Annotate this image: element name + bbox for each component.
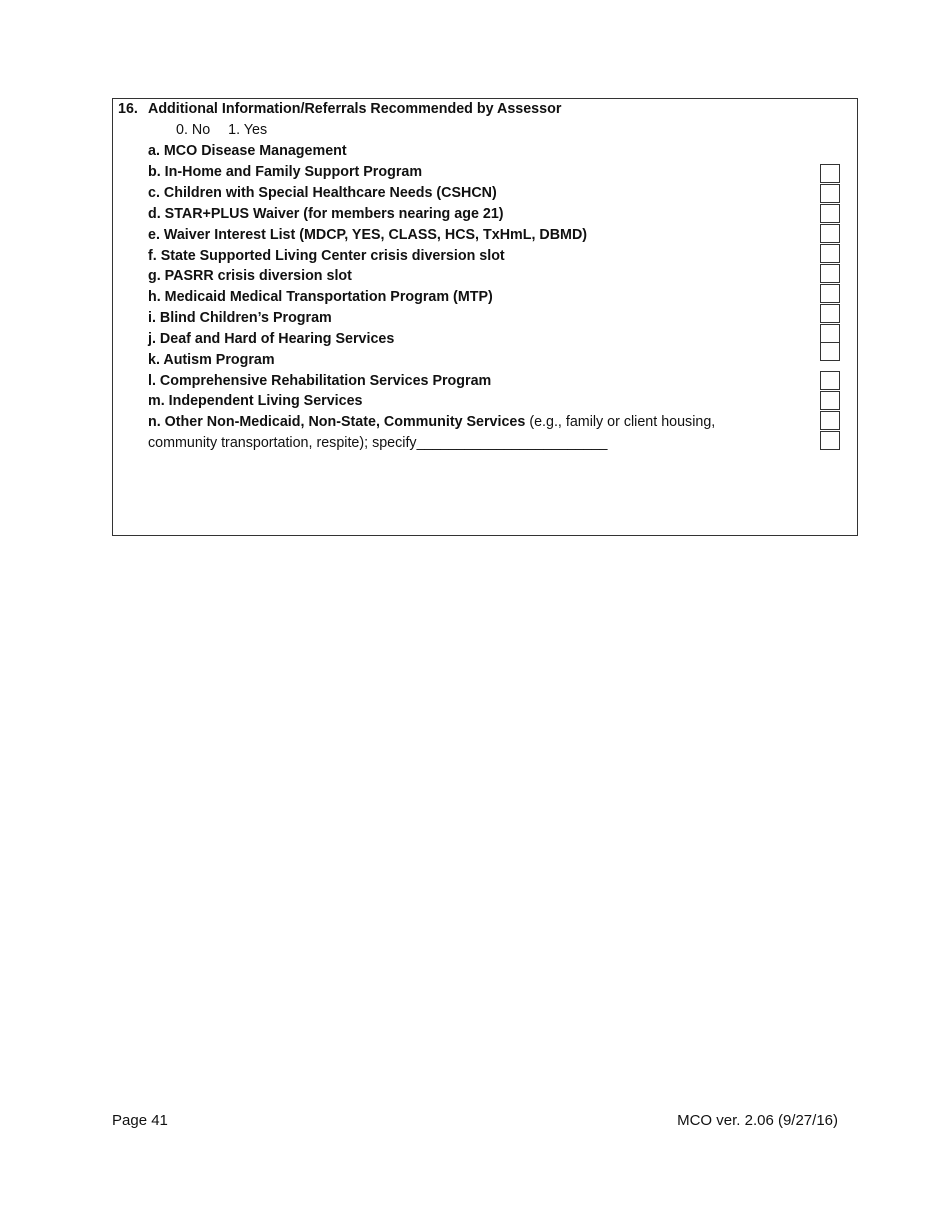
item-b-checkbox[interactable]: [820, 164, 840, 183]
item-m-label: m. Independent Living Services: [148, 393, 363, 409]
item-c-label: c. Children with Special Healthcare Needs (CSHCN): [148, 185, 497, 201]
item-o-checkbox[interactable]: [820, 431, 840, 450]
item-b-label: b. In-Home and Family Support Program: [148, 164, 423, 180]
item-i-checkbox[interactable]: [820, 304, 840, 323]
item-n-label-bold: n. Other Non-Medicaid, Non-State, Community Services: [148, 414, 526, 430]
scale-option-no: 0. No: [176, 122, 211, 138]
item-h-checkbox[interactable]: [820, 284, 840, 303]
item-m-checkbox[interactable]: [820, 391, 840, 410]
item-i-label: i. Blind Children’s Program: [148, 310, 332, 326]
question-title-row: [118, 99, 561, 120]
question-title: Additional Information/Referrals Recommended by Assessor: [148, 101, 562, 117]
item-n-label-rest: (e.g., family or client housing,: [525, 414, 716, 430]
item-f-checkbox[interactable]: [820, 244, 840, 263]
version-label: MCO ver. 2.06 (9/27/16): [677, 1112, 838, 1129]
item-g-checkbox[interactable]: [820, 264, 840, 283]
item-e-checkbox[interactable]: [820, 224, 840, 243]
item-g-label: g. PASRR crisis diversion slot: [148, 268, 352, 284]
item-j-label: j. Deaf and Hard of Hearing Services: [148, 331, 395, 347]
item-a-label: a. MCO Disease Management: [148, 143, 347, 159]
item-k-label: k. Autism Program: [148, 352, 275, 368]
item-n-label: [148, 412, 715, 433]
page-number: Page 41: [112, 1112, 168, 1129]
question-number: 16.: [118, 101, 138, 117]
item-e-label: e. Waiver Interest List (MDCP, YES, CLASS, HCS, TxHmL, DBMD): [148, 227, 588, 243]
item-f-label: f. State Supported Living Center crisis diversion slot: [148, 248, 505, 264]
item-d-checkbox[interactable]: [820, 204, 840, 223]
answer-scale: [176, 120, 285, 141]
item-l-checkbox[interactable]: [820, 371, 840, 390]
item-k-checkbox[interactable]: [820, 342, 840, 361]
item-n-checkbox[interactable]: [820, 411, 840, 430]
item-d-label: d. STAR+PLUS Waiver (for members nearing age 21): [148, 206, 504, 222]
item-l-label: l. Comprehensive Rehabilitation Services Program: [148, 373, 492, 389]
item-n-specify-line: community transportation, respite); specify________________________: [148, 435, 608, 451]
item-h-label: h. Medicaid Medical Transportation Program (MTP): [148, 289, 493, 305]
item-c-checkbox[interactable]: [820, 184, 840, 203]
item-j-checkbox[interactable]: [820, 324, 840, 343]
scale-option-yes: 1. Yes: [228, 122, 268, 138]
